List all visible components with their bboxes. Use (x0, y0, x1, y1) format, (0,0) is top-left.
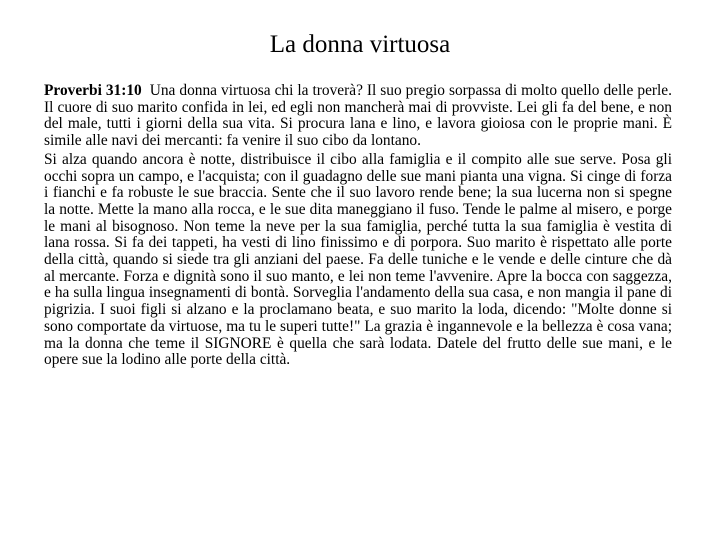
paragraph-1-text: Una donna virtuosa chi la troverà? Il suo pregio sorpassa di molto quello delle perle. Il cuore di suo marito confida in lei, ed egli non mancherà mai di provviste. Lei gli fa del bene, e non del male, tutti i giorni della sua vita. Si procura lana e lino, e lavora gioiosa con le proprie mani. È simile alle navi dei mercanti: fa venire il suo cibo da lontano. (44, 82, 672, 150)
paragraph-1 (44, 83, 672, 150)
paragraph-2-text: Si alza quando ancora è notte, distribuisce il cibo alla famiglia e il compito alle sue serve. Posa gli occhi sopra un campo, e l'acquista; con il guadagno delle sue mani pianta una vigna. Si cinge di forza i fianchi e fa robuste le sue braccia. Sente che il suo lavoro rende bene; la sua lucerna non si spegne la notte. Mette la mano alla rocca, e le sue dita maneggiano il fuso. Tende le palme al misero, e porge le mani al bisognoso. Non teme la neve per la sua famiglia, perché tutta la sua famiglia è vestita di lana rossa. Si fa dei tappeti, ha vesti di lino finissimo e di porpora. Suo marito è rispettato alle porte della città, quando si siede tra gli anziani del paese. Fa delle tuniche e le vende e delle cinture che dà al mercante. Forza e dignità sono il suo manto, e lei non teme l'avvenire. Apre la bocca con saggezza, e ha sulla lingua insegnamenti di bontà. Sorveglia l'andamento della sua casa, e non mangia il pane di pigrizia. I suoi figli si alzano e la proclamano beata, e suo marito la loda, dicendo: "Molte donne si sono comportate da virtuose, ma tu le superi tutte!" La grazia è ingannevole e la bellezza è cosa vana; ma la donna che teme il SIGNORE è quella che sarà lodata. Datele del frutto delle sue mani, e le opere sue la lodino alle porte della città. (44, 150, 672, 369)
paragraph-2 (44, 152, 672, 369)
slide-body (44, 83, 672, 369)
slide-title: La donna virtuosa (269, 31, 451, 58)
verse-reference: Proverbi 31:10 (44, 82, 142, 99)
